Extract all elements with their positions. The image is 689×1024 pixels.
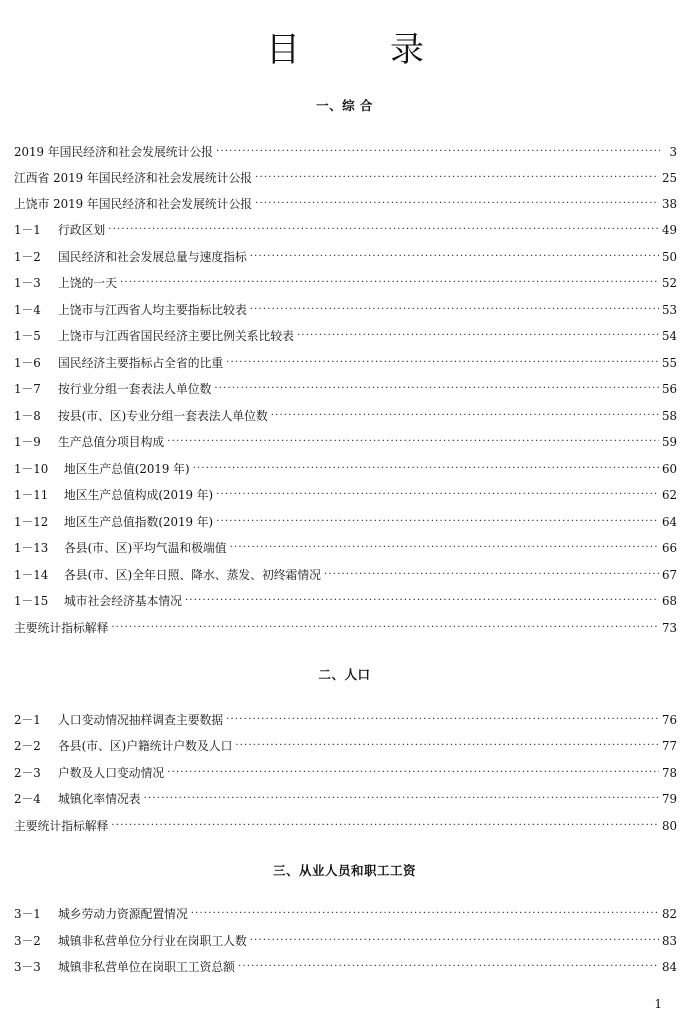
toc-entry[interactable]	[14, 249, 677, 265]
entry-number: 2－1	[14, 713, 41, 727]
entry-page: 82	[661, 907, 677, 921]
entry-page: 54	[661, 329, 677, 343]
dot-leader	[250, 302, 659, 318]
title-char-2: 录	[390, 30, 424, 70]
entry-number: 1－15	[14, 594, 49, 608]
page-number: 1	[654, 997, 662, 1011]
entry-page: 67	[661, 568, 677, 582]
entry-page: 3	[669, 145, 677, 159]
entry-title: 地区生产总值(2019 年)	[64, 462, 190, 476]
dot-leader	[108, 222, 659, 238]
entry-number: 1－9	[14, 435, 41, 449]
toc-entry[interactable]	[14, 196, 677, 212]
entry-number: 1－14	[14, 568, 49, 582]
toc-entry[interactable]	[14, 540, 677, 556]
toc-entry[interactable]	[14, 222, 677, 238]
entry-number: 1－12	[14, 515, 49, 529]
entry-number: 3－3	[14, 960, 41, 974]
toc-entry[interactable]	[14, 461, 677, 477]
entry-title: 地区生产总值构成(2019 年)	[64, 488, 214, 502]
entry-page: 84	[661, 960, 677, 974]
entry-page: 68	[661, 594, 677, 608]
entry-title: 城镇非私营单位分行业在岗职工人数	[58, 934, 247, 948]
entry-page: 66	[661, 541, 677, 555]
entry-page: 77	[661, 739, 677, 753]
toc-entry[interactable]	[14, 144, 677, 160]
toc-entry[interactable]	[14, 434, 677, 450]
entry-title: 城市社会经济基本情况	[64, 594, 182, 608]
dot-leader	[216, 144, 660, 160]
entry-page: 38	[661, 197, 677, 211]
toc-entry[interactable]	[14, 791, 677, 807]
entry-title: 各县(市、区)户籍统计户数及人口	[58, 739, 233, 753]
entry-number: 1－11	[14, 488, 49, 502]
dot-leader	[255, 196, 659, 212]
entry-number: 1－1	[14, 223, 41, 237]
entry-page: 76	[661, 713, 677, 727]
entry-page: 78	[661, 766, 677, 780]
toc-entry[interactable]	[14, 620, 677, 636]
entry-number: 1－10	[14, 462, 49, 476]
toc-entry[interactable]	[14, 959, 677, 975]
dot-leader	[230, 540, 659, 556]
entry-page: 50	[661, 250, 677, 264]
entry-page: 79	[661, 792, 677, 806]
dot-leader	[185, 593, 659, 609]
entry-page: 73	[661, 621, 677, 635]
toc-entry[interactable]	[14, 302, 677, 318]
toc-entry[interactable]	[14, 487, 677, 503]
dot-leader	[235, 738, 659, 754]
dot-leader	[255, 170, 659, 186]
dot-leader	[216, 514, 659, 530]
dot-leader	[226, 355, 659, 371]
entry-number: 1－6	[14, 356, 41, 370]
dot-leader	[216, 487, 659, 503]
entry-title: 各县(市、区)全年日照、降水、蒸发、初终霜情况	[64, 568, 321, 582]
entry-number: 1－7	[14, 382, 41, 396]
entry-number: 3－1	[14, 907, 41, 921]
entry-page: 80	[661, 819, 677, 833]
section-heading-employment-wages: 三、从业人员和职工工资	[272, 863, 416, 878]
dot-leader	[167, 765, 659, 781]
toc-entry[interactable]	[14, 906, 677, 922]
toc-entry[interactable]	[14, 738, 677, 754]
toc-entry[interactable]	[14, 593, 677, 609]
entry-number: 3－2	[14, 934, 41, 948]
toc-entry[interactable]	[14, 818, 677, 834]
dot-leader	[324, 567, 659, 583]
entry-number: 1－8	[14, 409, 41, 423]
entry-title: 城镇非私营单位在岗职工工资总额	[58, 960, 235, 974]
entry-page: 60	[661, 462, 677, 476]
dot-leader	[271, 408, 659, 424]
dot-leader	[111, 818, 659, 834]
section-heading-population: 二、人口	[318, 667, 371, 682]
dot-leader	[226, 712, 659, 728]
toc-entry[interactable]	[14, 712, 677, 728]
dot-leader	[144, 791, 659, 807]
entry-number: 2－2	[14, 739, 41, 753]
entry-title: 按县(市、区)专业分组一套表法人单位数	[58, 409, 268, 423]
dot-leader	[214, 381, 659, 397]
dot-leader	[193, 461, 659, 477]
entry-title: 行政区划	[58, 223, 106, 237]
entry-title: 各县(市、区)平均气温和极端值	[64, 541, 227, 555]
entry-page: 58	[661, 409, 677, 423]
toc-entry[interactable]	[14, 514, 677, 530]
dot-leader	[250, 933, 659, 949]
entry-number: 1－3	[14, 276, 41, 290]
entry-title: 上饶市与江西省国民经济主要比例关系比较表	[58, 329, 294, 343]
entry-title: 主要统计指标解释	[14, 621, 109, 635]
entry-title: 按行业分组一套表法人单位数	[58, 382, 212, 396]
dot-leader	[120, 275, 659, 291]
toc-entry[interactable]	[14, 328, 677, 344]
dot-leader	[238, 959, 659, 975]
entry-page: 25	[661, 171, 677, 185]
toc-entry[interactable]	[14, 170, 677, 186]
dot-leader	[167, 434, 659, 450]
entry-page: 83	[661, 934, 677, 948]
entry-page: 62	[661, 488, 677, 502]
toc-entry[interactable]	[14, 355, 677, 371]
entry-page: 59	[661, 435, 677, 449]
entry-title: 主要统计指标解释	[14, 819, 109, 833]
entry-page: 49	[661, 223, 677, 237]
entry-page: 64	[661, 515, 677, 529]
entry-title: 地区生产总值指数(2019 年)	[64, 515, 214, 529]
entry-title: 生产总值分项目构成	[58, 435, 165, 449]
entry-page: 56	[661, 382, 677, 396]
entry-title: 上饶市 2019 年国民经济和社会发展统计公报	[14, 197, 253, 211]
dot-leader	[111, 620, 659, 636]
entry-page: 52	[661, 276, 677, 290]
entry-title: 上饶市与江西省人均主要指标比较表	[58, 303, 247, 317]
entry-title: 人口变动情况抽样调查主要数据	[58, 713, 224, 727]
section-heading-general: 一、综 合	[316, 98, 373, 113]
entry-title: 江西省 2019 年国民经济和社会发展统计公报	[14, 171, 253, 185]
dot-leader	[297, 328, 659, 344]
toc-entry[interactable]	[14, 933, 677, 949]
entry-title: 2019 年国民经济和社会发展统计公报	[14, 145, 213, 159]
toc-entry[interactable]	[14, 765, 677, 781]
title-char-1: 目	[266, 30, 300, 70]
entry-title: 户数及人口变动情况	[58, 766, 165, 780]
dot-leader	[191, 906, 659, 922]
toc-entry[interactable]	[14, 275, 677, 291]
entry-number: 2－4	[14, 792, 41, 806]
entry-number: 1－5	[14, 329, 41, 343]
entry-number: 1－13	[14, 541, 49, 555]
entry-title: 国民经济和社会发展总量与速度指标	[58, 250, 247, 264]
page-title	[0, 30, 689, 70]
entry-number: 1－4	[14, 303, 41, 317]
entry-title: 国民经济主要指标占全省的比重	[58, 356, 224, 370]
entry-page: 53	[661, 303, 677, 317]
toc-entry[interactable]	[14, 381, 677, 397]
dot-leader	[250, 249, 659, 265]
entry-number: 1－2	[14, 250, 41, 264]
entry-page: 55	[661, 356, 677, 370]
entry-title: 城乡劳动力资源配置情况	[58, 907, 188, 921]
entry-number: 2－3	[14, 766, 41, 780]
toc-entry[interactable]	[14, 567, 677, 583]
entry-title: 上饶的一天	[58, 276, 117, 290]
entry-title: 城镇化率情况表	[58, 792, 141, 806]
toc-entry[interactable]	[14, 408, 677, 424]
